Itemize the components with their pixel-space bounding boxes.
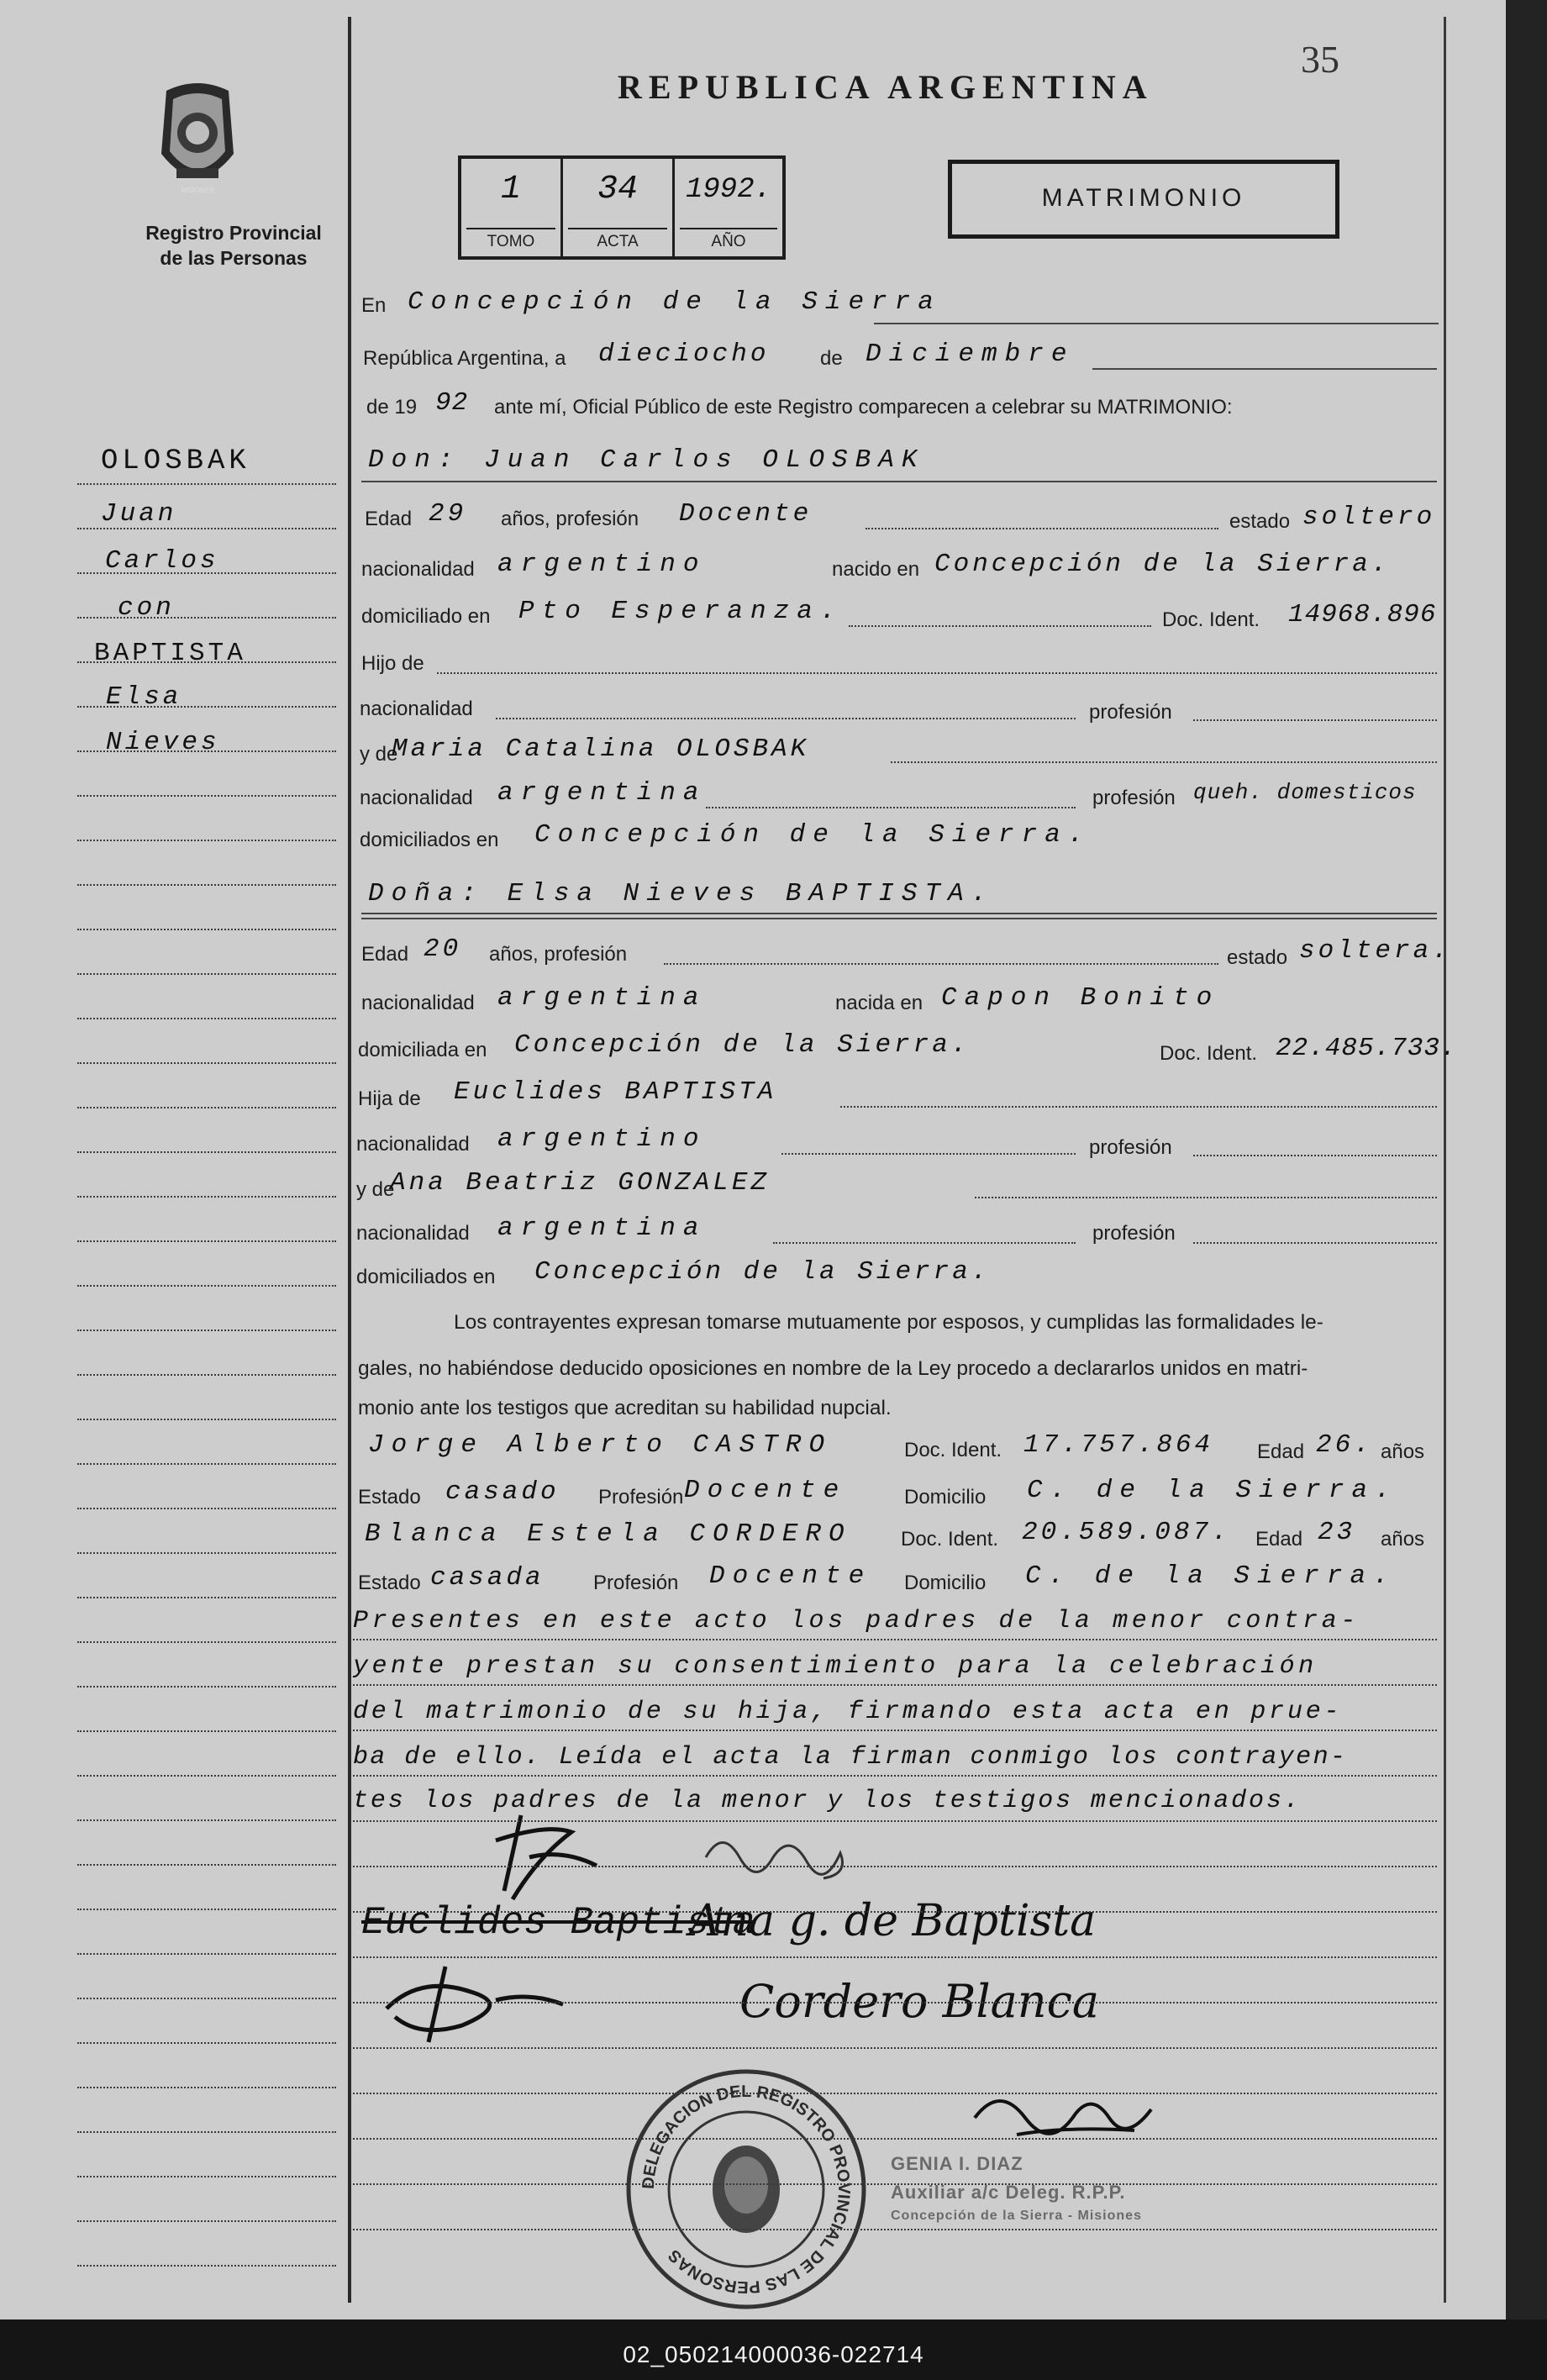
bride-nacionalidad: argentina: [497, 983, 707, 1013]
acta-cell: [563, 159, 672, 256]
margin-dotted-line: [77, 1641, 336, 1643]
padre-profesion-label: profesión: [1089, 1136, 1172, 1159]
margin-dotted-line: [77, 2176, 336, 2177]
anos-label: años: [1381, 1440, 1425, 1463]
tomo-label: TOMO: [487, 233, 535, 250]
province-emblem-icon: [151, 74, 244, 200]
bride-madre: Ana Beatriz GONZALEZ: [390, 1168, 771, 1198]
dotted-rule: [664, 963, 1218, 965]
profesion-label: Profesión: [593, 1572, 679, 1594]
dotted-rule: [975, 1197, 1437, 1198]
margin-dotted-line: [77, 1775, 336, 1777]
witness-domicilio: C. de la Sierra.: [1025, 1561, 1397, 1591]
groom-name: Don: Juan Carlos OLOSBAK: [368, 445, 925, 475]
margin-dotted-line: [77, 929, 336, 930]
estado-label: Estado: [358, 1486, 421, 1509]
signature-bride-icon: [370, 1958, 571, 2051]
dotted-rule: [496, 718, 1076, 719]
signature-father: Euclides Baptista: [361, 1901, 756, 1945]
margin-dotted-line: [77, 1285, 336, 1287]
margin-dotted-line: [77, 483, 336, 485]
nacionalidad-label: nacionalidad: [361, 992, 475, 1014]
nacionalidad-label: nacionalidad: [361, 558, 475, 581]
month: Diciembre: [866, 340, 1075, 369]
annotation-line: yente prestan su consentimiento para la celebración: [353, 1652, 1318, 1681]
margin-dotted-line: [77, 973, 336, 975]
anio-value: 1992.: [685, 174, 772, 206]
hijo-label: Hijo de: [361, 652, 424, 675]
witness-name: Jorge Alberto CASTRO: [368, 1430, 833, 1460]
margin-dotted-line: [77, 1196, 336, 1198]
dotted-rule: [849, 625, 1151, 627]
doc-label: Doc. Ident.: [1160, 1042, 1258, 1065]
groom-doc: 14968.896: [1288, 600, 1437, 629]
registry-name-line2: de las Personas: [160, 247, 308, 269]
witness-edad: 23: [1318, 1518, 1356, 1547]
ruled-dotted-line: [353, 1639, 1437, 1640]
margin-dotted-line: [77, 1819, 336, 1821]
madre-profesion-label: profesión: [1092, 787, 1176, 809]
declaration-line: gales, no habiéndose deducido oposiciones en nombre de la Ley procedo a declararlos unidos en matri-: [358, 1357, 1308, 1380]
margin-dotted-line: [77, 1062, 336, 1064]
madre-nacionalidad-label: nacionalidad: [356, 1222, 470, 1245]
acta-value: 34: [597, 171, 638, 208]
dotted-rule: [706, 807, 1076, 808]
groom-padres-domicilio: Concepción de la Sierra.: [534, 820, 1092, 850]
bride-doc: 22.485.733.: [1276, 1034, 1457, 1063]
anos-label: años: [1381, 1528, 1425, 1551]
groom-edad: 29: [429, 499, 467, 529]
estado-label: estado: [1229, 510, 1291, 533]
witness-domicilio: C. de la Sierra.: [1027, 1476, 1398, 1505]
declaration-line: monio ante los testigos que acreditan su habilidad nupcial.: [358, 1397, 892, 1419]
doc-label: Doc. Ident.: [901, 1528, 999, 1551]
bride-domicilio: Concepción de la Sierra.: [514, 1030, 971, 1060]
domicilio-label: Domicilio: [904, 1486, 987, 1509]
margin-dotted-line: [77, 2131, 336, 2133]
tomo-value: 1: [500, 171, 521, 208]
ruled-dotted-line: [353, 2047, 1437, 2049]
bride-padres-domicilio: Concepción de la Sierra.: [534, 1257, 991, 1287]
ruled-dotted-line: [353, 1866, 1437, 1867]
anio-rule: [680, 228, 777, 229]
margin-dotted-line: [77, 1998, 336, 1999]
bride-estado: soltera.: [1299, 936, 1451, 966]
anio-label: AÑO: [711, 233, 746, 250]
official-name: GENIA I. DIAZ: [891, 2153, 1023, 2174]
padre-nacionalidad-label: nacionalidad: [360, 698, 473, 720]
seal-text: DELEGACION DEL REGISTRO PROVINCIAL DE LAS PERSONAS: [639, 2082, 854, 2297]
declaration-line: Los contrayentes expresan tomarse mutuamente por esposos, y cumplidas las formalidades le-: [454, 1311, 1323, 1334]
doc-label: Doc. Ident.: [904, 1439, 1002, 1461]
ruled-dotted-line: [353, 2093, 1437, 2094]
groom-madre-nacionalidad: argentina: [497, 778, 707, 808]
dotted-rule: [437, 672, 1437, 674]
bride-name: Doña: Elsa Nieves BAPTISTA.: [368, 879, 995, 908]
dotted-rule: [866, 528, 1218, 529]
year-suffix: 92: [435, 388, 469, 418]
tomo-cell: [461, 159, 560, 256]
bride-edad: 20: [424, 935, 462, 964]
madre-profesion-label: profesión: [1092, 1222, 1176, 1245]
groom-profesion: Docente: [679, 499, 813, 529]
margin-dotted-line: [77, 795, 336, 797]
margin-dotted-line: [77, 1686, 336, 1688]
madre-nacionalidad-label: nacionalidad: [360, 787, 473, 809]
bride-padre: Euclides BAPTISTA: [454, 1077, 777, 1107]
witness-estado: casada: [430, 1563, 545, 1593]
rule: [361, 481, 1437, 482]
margin-dotted-line: [77, 884, 336, 886]
groom-madre: Maria Catalina OLOSBAK: [392, 735, 810, 764]
margin-dotted-line: [77, 750, 336, 752]
tomo-rule: [466, 228, 555, 229]
act-type-box: [948, 160, 1339, 239]
domiciliados-label: domiciliados en: [356, 1266, 496, 1288]
bride-padre-nacionalidad: argentino: [497, 1124, 707, 1154]
witness-edad: 26.: [1316, 1430, 1373, 1460]
annotation-line: tes los padres de la menor y los testigos mencionados.: [353, 1787, 1302, 1815]
estado-label: Estado: [358, 1572, 421, 1594]
padre-nacionalidad-label: nacionalidad: [356, 1133, 470, 1156]
margin-name: OLOSBAK: [101, 445, 250, 477]
groom-estado: soltero: [1302, 503, 1436, 532]
margin-dotted-line: [77, 661, 336, 663]
ruled-dotted-line: [353, 2138, 1437, 2140]
domicilio-label: domiciliada en: [358, 1039, 487, 1061]
republica-label: República Argentina, a: [363, 347, 566, 370]
anos-profesion-label: años, profesión: [489, 943, 628, 966]
margin-name: Nieves: [106, 728, 220, 757]
margin-dotted-line: [77, 1953, 336, 1955]
witness-estado: casado: [445, 1477, 560, 1507]
profesion-label: Profesión: [598, 1486, 684, 1509]
margin-dotted-line: [77, 1552, 336, 1554]
groom-nacionalidad: argentino: [497, 550, 707, 579]
domicilio-label: domiciliado en: [361, 605, 491, 628]
edad-label: Edad: [1255, 1528, 1303, 1551]
margin-rule-right: [1444, 17, 1446, 2303]
registry-name-line1: Registro Provincial: [145, 222, 322, 244]
annotation-line: del matrimonio de su hija, firmando esta acta en prue-: [353, 1698, 1343, 1726]
place: Concepción de la Sierra: [408, 287, 941, 317]
margin-dotted-line: [77, 2042, 336, 2044]
acta-label: ACTA: [597, 233, 639, 250]
signature-official-icon: [966, 2076, 1168, 2151]
ruled-dotted-line: [353, 1956, 1437, 1958]
edad-label: Edad: [1257, 1440, 1305, 1463]
margin-dotted-line: [77, 1151, 336, 1153]
margin-name: Juan: [101, 499, 177, 529]
margin-dotted-line: [77, 1730, 336, 1732]
registry-seal-icon: [620, 2063, 872, 2315]
dotted-rule: [773, 1242, 1076, 1244]
domiciliados-label: domiciliados en: [360, 829, 499, 851]
margin-dotted-line: [77, 528, 336, 529]
margin-name: Elsa: [106, 682, 182, 712]
margin-name: Carlos: [105, 546, 219, 576]
margin-dotted-line: [77, 1018, 336, 1019]
bride-nacida-en: Capon Bonito: [941, 983, 1220, 1013]
bride-madre-nacionalidad: argentina: [497, 1214, 707, 1243]
margin-name: BAPTISTA: [94, 639, 246, 668]
dotted-rule: [1193, 719, 1437, 721]
groom-madre-profesion: queh. domesticos: [1193, 780, 1417, 805]
margin-dotted-line: [77, 1864, 336, 1866]
margin-dotted-line: [77, 1508, 336, 1509]
y-de-label: y de: [356, 1178, 395, 1201]
margin-dotted-line: [77, 2220, 336, 2222]
estado-label: estado: [1227, 946, 1288, 969]
en-label: En: [361, 294, 387, 317]
groom-domicilio: Pto Esperanza.: [518, 597, 844, 626]
groom-nacido-en: Concepción de la Sierra.: [934, 550, 1391, 579]
margin-dotted-line: [77, 572, 336, 574]
margin-dotted-line: [77, 1240, 336, 1242]
anos-profesion-label: años, profesión: [501, 508, 639, 530]
margin-dotted-line: [77, 2087, 336, 2088]
dotted-rule: [891, 761, 1437, 763]
edad-label: Edad: [361, 943, 409, 966]
margin-dotted-line: [77, 1330, 336, 1331]
margin-dotted-line: [77, 1909, 336, 1910]
day: dieciocho: [598, 340, 770, 369]
rule: [361, 913, 1437, 914]
annotation-line: Presentes en este acto los padres de la menor contra-: [353, 1607, 1360, 1635]
hija-label: Hija de: [358, 1087, 421, 1110]
anio-cell: [675, 159, 782, 256]
signature-witness-2: Cordero Blanca: [739, 1975, 1100, 2028]
ruled-dotted-line: [353, 1911, 1437, 1913]
witness-profesion: Docente: [684, 1476, 847, 1505]
image-caption: 02_050214000036-022714: [623, 2341, 924, 2367]
witness-doc: 17.757.864: [1023, 1430, 1214, 1460]
ruled-dotted-line: [353, 2183, 1437, 2185]
ruled-dotted-line: [353, 1820, 1437, 1822]
ruled-dotted-line: [353, 2002, 1437, 2004]
registry-name: [91, 220, 376, 271]
ruled-dotted-line: [353, 1775, 1437, 1777]
nacida-label: nacida en: [835, 992, 923, 1014]
witness-profesion: Docente: [709, 1561, 872, 1591]
official-location: Concepción de la Sierra - Misiones: [891, 2209, 1142, 2223]
annotation-line: ba de ello. Leída el acta la firman conmigo los contrayen-: [353, 1743, 1348, 1772]
margin-dotted-line: [77, 706, 336, 708]
page-edge: [1506, 0, 1547, 2380]
margin-dotted-line: [77, 617, 336, 619]
dotted-rule: [1193, 1155, 1437, 1156]
rule: [361, 918, 1437, 919]
dotted-rule: [840, 1106, 1437, 1108]
margin-dotted-line: [77, 1374, 336, 1376]
padre-profesion-label: profesión: [1089, 701, 1172, 724]
ruled-dotted-line: [353, 1730, 1437, 1731]
ruled-dotted-line: [353, 1684, 1437, 1686]
witness-name: Blanca Estela CORDERO: [365, 1519, 852, 1549]
page-number: 35: [1301, 38, 1339, 81]
acta-rule: [568, 228, 667, 229]
margin-dotted-line: [77, 1107, 336, 1108]
signature-mother: Ana g. de Baptista: [689, 1896, 1097, 1946]
margin-dotted-line: [77, 1463, 336, 1465]
margin-name: con: [118, 593, 175, 623]
de-label: de: [820, 347, 843, 370]
page-title: REPUBLICA ARGENTINA: [618, 68, 1154, 106]
dotted-rule: [1193, 1242, 1437, 1244]
ruled-dotted-line: [353, 2229, 1437, 2230]
y-de-label: y de: [360, 743, 398, 766]
emblem-text: MISIONES: [181, 187, 214, 194]
witness-doc: 20.589.087.: [1022, 1518, 1231, 1547]
margin-rule-left: [348, 17, 351, 2303]
signature-witness-icon: [697, 1824, 866, 1891]
intro-text: ante mí, Oficial Público de este Registro comparecen a celebrar su MATRIMONIO:: [494, 396, 1233, 419]
margin-dotted-line: [77, 840, 336, 841]
domicilio-label: Domicilio: [904, 1572, 987, 1594]
nacido-label: nacido en: [832, 558, 920, 581]
margin-dotted-line: [77, 2265, 336, 2267]
year-prefix: de 19: [366, 396, 418, 419]
official-title: Auxiliar a/c Deleg. R.P.P.: [891, 2182, 1126, 2203]
edad-label: Edad: [365, 508, 413, 530]
registration-box: [458, 155, 786, 260]
rule: [1092, 368, 1437, 370]
dotted-rule: [781, 1153, 1076, 1155]
rule: [874, 323, 1439, 324]
act-type: MATRIMONIO: [1041, 184, 1246, 212]
doc-label: Doc. Ident.: [1162, 608, 1260, 631]
margin-dotted-line: [77, 1597, 336, 1598]
margin-dotted-line: [77, 1419, 336, 1420]
signature-groom-icon: [471, 1807, 605, 1908]
